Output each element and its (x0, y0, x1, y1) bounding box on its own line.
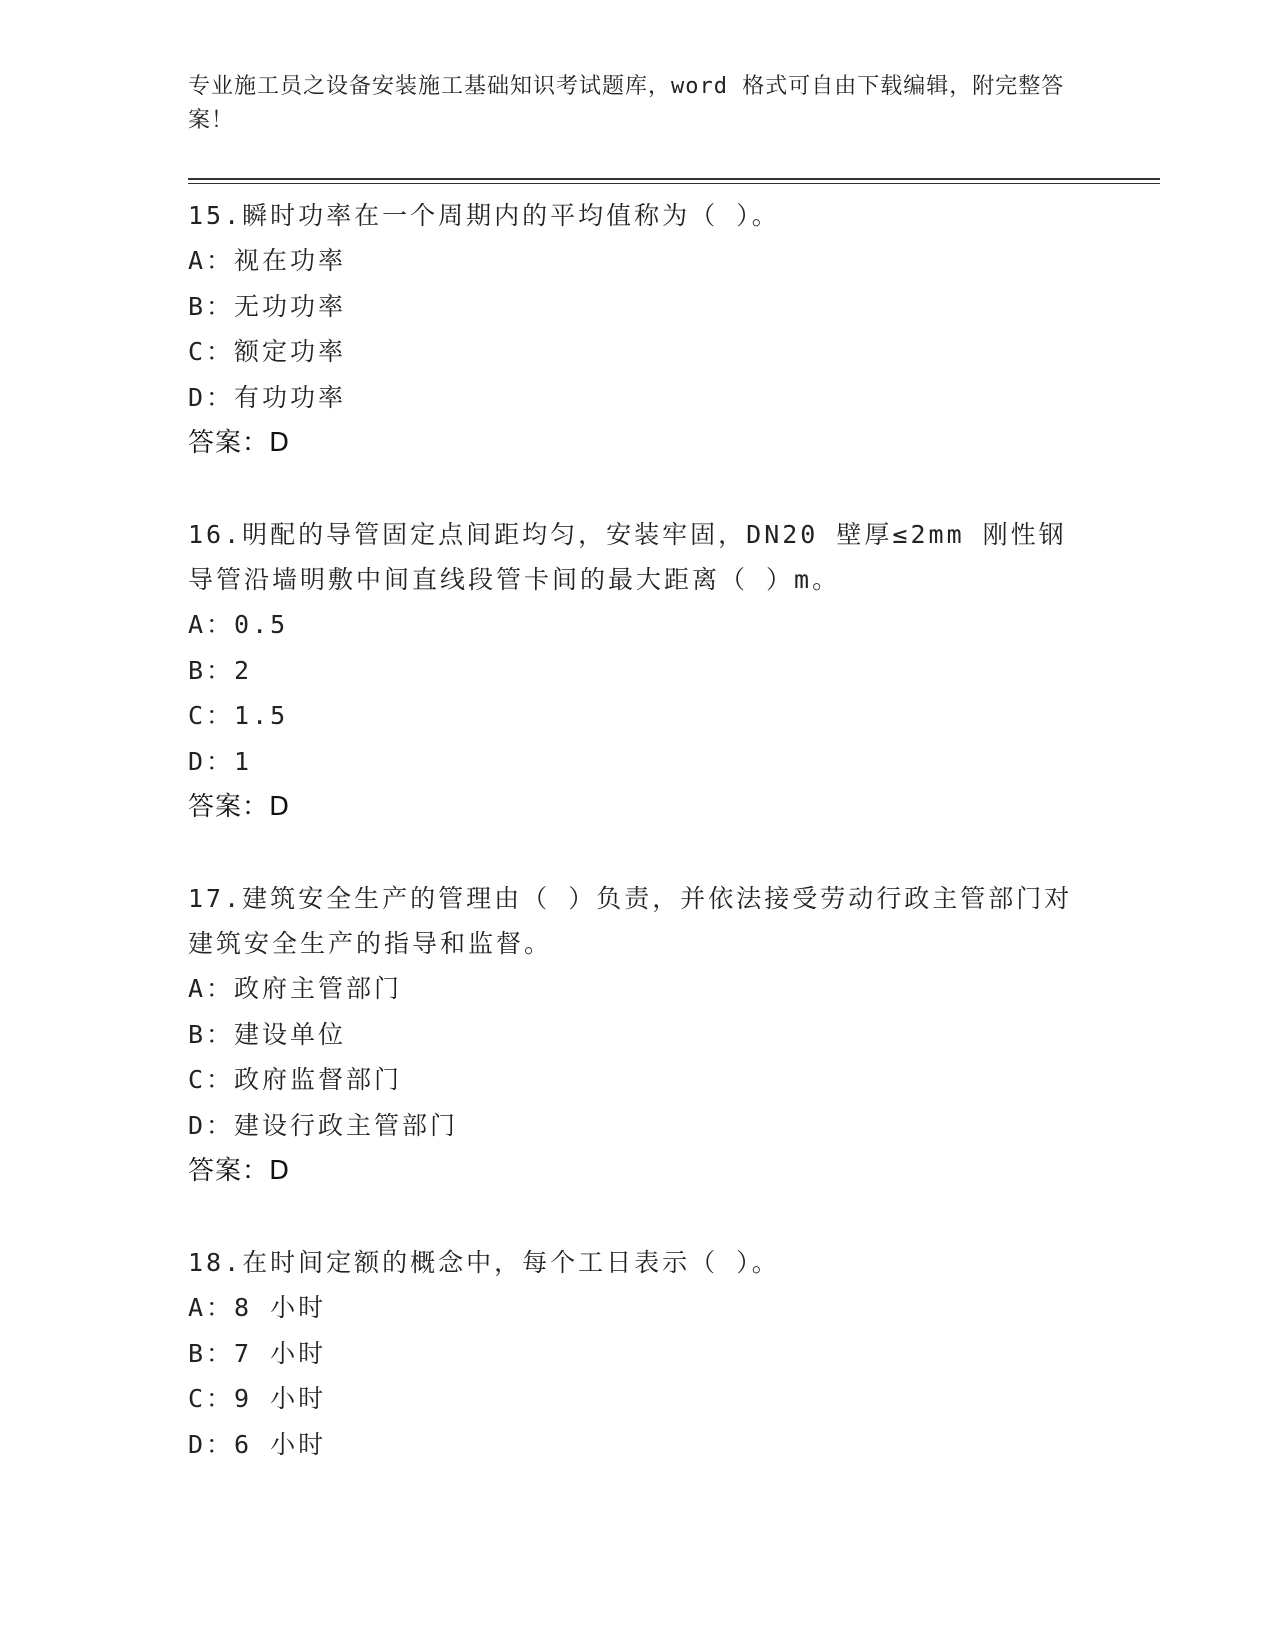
answer-line: 答案：D (188, 792, 291, 822)
question-stem: 17.建筑安全生产的管理由（ ）负责，并依法接受劳动行政主管部门对建筑安全生产的指导和监督。 (188, 884, 1073, 958)
answer-line: 答案：D (188, 428, 291, 458)
option-c: C：额定功率 (188, 337, 347, 366)
question-18 (188, 1240, 1088, 1467)
option-b: B：建设单位 (188, 1019, 347, 1049)
option-d: D：建设行政主管部门 (188, 1110, 459, 1140)
option-d: D：6 小时 (188, 1429, 327, 1459)
option-d: D：有功功率 (188, 382, 347, 412)
option-d: D：1 (188, 746, 253, 776)
option-b: B：无功功率 (188, 291, 347, 321)
option-b: B：2 (188, 655, 253, 685)
question-16 (188, 512, 1088, 830)
option-a: A：视在功率 (188, 246, 347, 275)
answer-line: 答案：D (188, 1156, 291, 1186)
question-15 (188, 193, 1088, 466)
option-a: A：0.5 (188, 610, 289, 639)
question-stem: 18.在时间定额的概念中，每个工日表示（ ）。 (188, 1248, 780, 1277)
option-a: A：8 小时 (188, 1293, 327, 1322)
document-header: 专业施工员之设备安装施工基础知识考试题库，word 格式可自由下载编辑，附完整答案！ (188, 74, 1065, 133)
option-c: C：9 小时 (188, 1384, 327, 1413)
option-c: C：1.5 (188, 701, 289, 730)
question-stem: 15.瞬时功率在一个周期内的平均值称为（ ）。 (188, 201, 780, 230)
question-stem: 16.明配的导管固定点间距均匀，安装牢固，DN20 壁厚≤2mm 刚性钢导管沿墙明敷中间直线段管卡间的最大距离（ ）m。 (188, 520, 1067, 594)
header-divider-thin (188, 183, 1160, 184)
question-17 (188, 876, 1088, 1194)
header-divider-thick (188, 178, 1160, 180)
option-b: B：7 小时 (188, 1338, 327, 1368)
option-a: A：政府主管部门 (188, 974, 403, 1003)
question-list (188, 193, 1088, 1513)
option-c: C：政府监督部门 (188, 1065, 403, 1094)
